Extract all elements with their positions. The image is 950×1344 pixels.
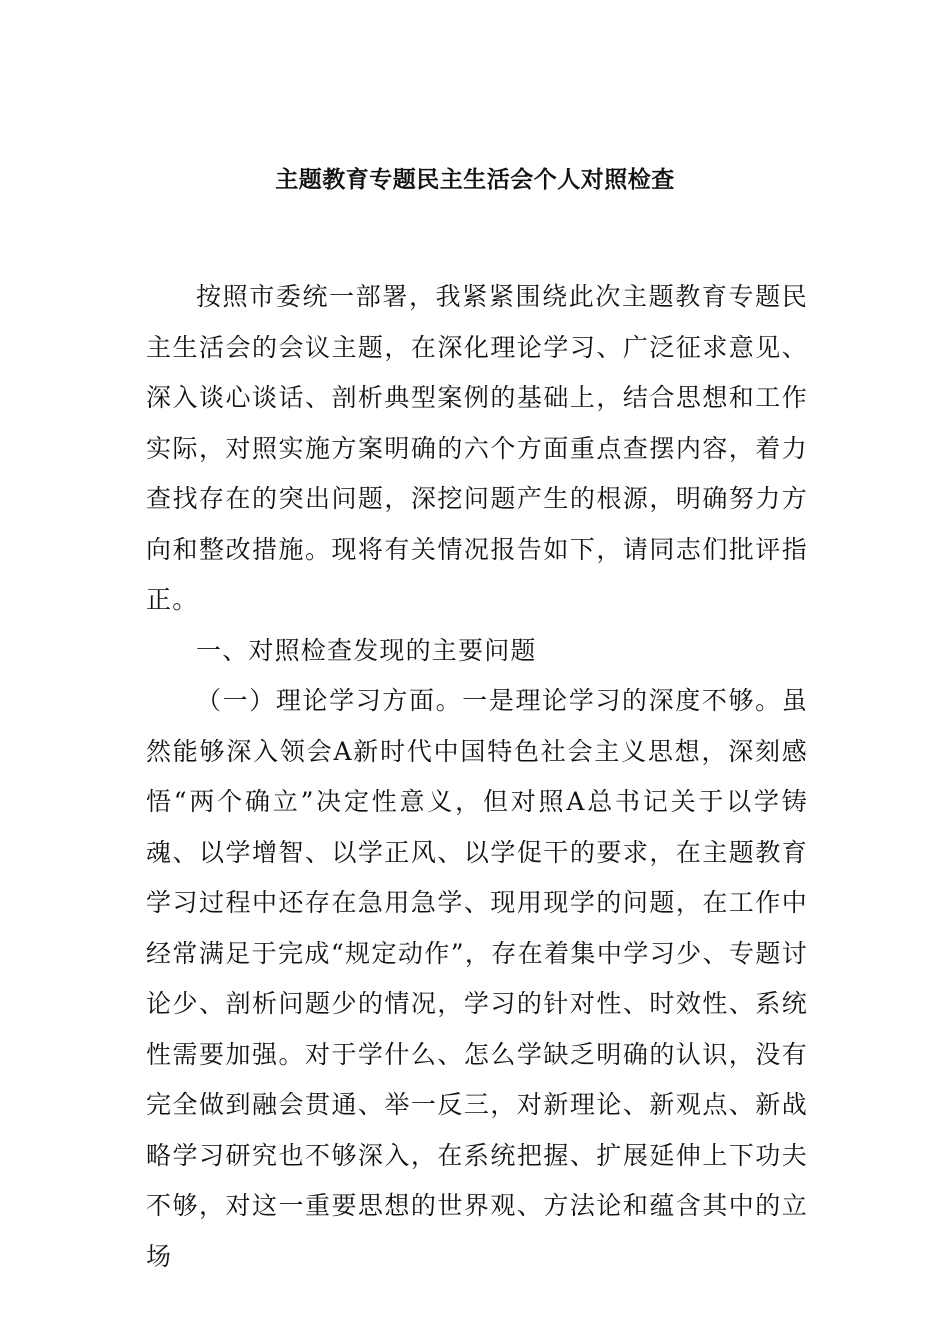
document-title: 主题教育专题民主生活会个人对照检查 [275, 166, 675, 193]
section-heading: 一、对照检查发现的主要问题 [196, 635, 537, 665]
intro-paragraph: 按照市委统一部署，我紧紧围绕此次主题教育专题民主生活会的会议主题，在深化理论学习、广泛征求意见、深入谈心谈话、剖析典型案例的基础上，结合思想和工作实际，对照实施方案明确的六个方面重点查摆内容，着力查找存在的突出问题，深挖问题产生的根源，明确努力方向和整改措施。现将有关情况报告如下，请同志们批评指正。 [146, 282, 808, 614]
section-paragraph: （一）理论学习方面。一是理论学习的深度不够。虽然能够深入领会A新时代中国特色社会主义思想，深刻感悟“两个确立”决定性意义，但对照A总书记关于以学铸魂、以学增智、以学正风、以学促干的要求，在主题教育学习过程中还存在急用急学、现用现学的问题，在工作中经常满足于完成“规定动作”，存在着集中学习少、专题讨论少、剖析问题少的情况，学习的针对性、时效性、系统性需要加强。对于学什么、怎么学缺乏明确的认识，没有完全做到融会贯通、举一反三，对新理论、新观点、新战略学习研究也不够深入，在系统把握、扩展延伸上下功夫不够，对这一重要思想的世界观、方法论和蕴含其中的立场 [146, 686, 808, 1271]
document-body [146, 272, 808, 1282]
